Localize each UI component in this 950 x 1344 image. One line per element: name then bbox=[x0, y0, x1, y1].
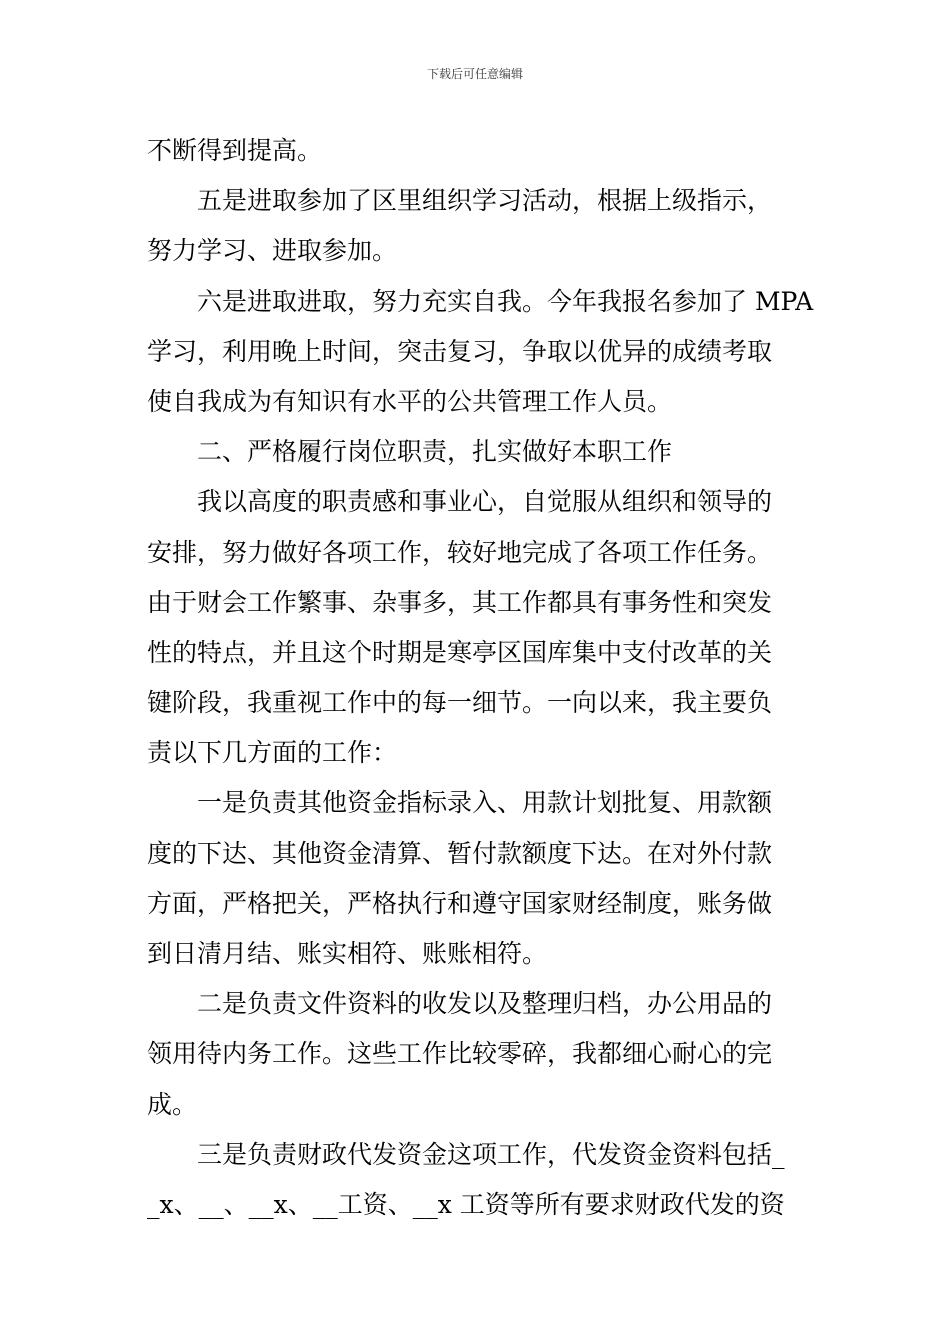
text-line: 三是负责财政代发资金这项工作，代发资金资料包括_ bbox=[147, 1139, 785, 1169]
text-line: 学习，利用晚上时间，突击复习，争取以优异的成绩考取 bbox=[147, 336, 773, 366]
text-line: 五是进取参加了区里组织学习活动，根据上级指示， bbox=[147, 186, 773, 216]
text-line: 六是进取进取，努力充实自我。今年我报名参加了 MPA bbox=[147, 286, 814, 316]
text-line: 一是负责其他资金指标录入、用款计划批复、用款额 bbox=[147, 788, 773, 818]
body-text bbox=[147, 126, 814, 1230]
text-line: 二是负责文件资料的收发以及整理归档，办公用品的 bbox=[147, 989, 773, 1019]
text-line: 努力学习、进取参加。 bbox=[147, 236, 398, 266]
text-line: 使自我成为有知识有水平的公共管理工作人员。 bbox=[147, 386, 673, 416]
text-line: 由于财会工作繁事、杂事多，其工作都具有事务性和突发 bbox=[147, 587, 773, 617]
text-line: 度的下达、其他资金清算、暂付款额度下达。在对外付款 bbox=[147, 838, 773, 868]
text-line: 领用待内务工作。这些工作比较零碎，我都细心耐心的完 bbox=[147, 1039, 773, 1069]
text-line: 安排，努力做好各项工作，较好地完成了各项工作任务。 bbox=[147, 537, 773, 567]
text-line: 我以高度的职责感和事业心，自觉服从组织和领导的 bbox=[147, 487, 773, 517]
text-line: 性的特点，并且这个时期是寒亭区国库集中支付改革的关 bbox=[147, 637, 773, 667]
text-line: _x、__、__x、__工资、__x 工资等所有要求财政代发的资 bbox=[147, 1189, 785, 1219]
section-heading: 二、严格履行岗位职责，扎实做好本职工作 bbox=[147, 437, 673, 467]
text-line: 不断得到提高。 bbox=[147, 136, 323, 165]
text-line: 方面，严格把关，严格执行和遵守国家财经制度，账务做 bbox=[147, 888, 773, 918]
text-line: 到日清月结、账实相符、账账相符。 bbox=[147, 939, 548, 968]
text-line: 键阶段，我重视工作中的每一细节。一向以来，我主要负 bbox=[147, 688, 773, 718]
text-line: 成。 bbox=[147, 1089, 198, 1119]
page-header-note: 下载后可任意编辑 bbox=[426, 67, 523, 81]
text-line: 责以下几方面的工作： bbox=[147, 738, 398, 768]
